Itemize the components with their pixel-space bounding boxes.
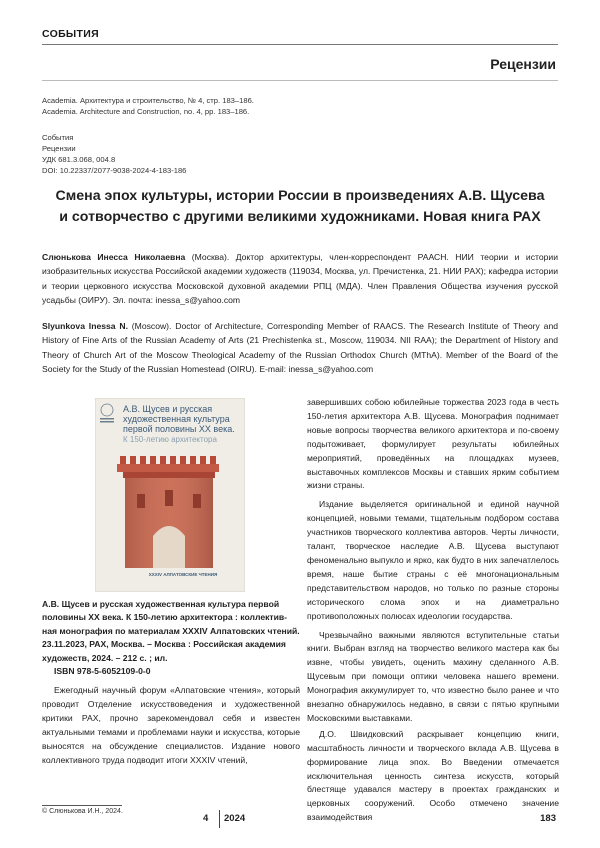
cover-title-line-2: художественная культура [123, 414, 230, 424]
footnote-rule [42, 805, 122, 806]
caption-line-4: 23.11.2023, РАХ, Москва. – Москва : Российская академия [42, 638, 294, 651]
meta-udc: УДК 681.3.068, 004.8 [42, 154, 542, 165]
meta-rubric: Рецензии [42, 143, 542, 154]
rubric-title: Рецензии [490, 56, 556, 72]
body-paragraph: завершивших собою юбилейные торжества 2023 года в честь 150-летия архитектора А.В. Щусева. Монография поднимает новые вопросы творчества великого архитектора и по-своему подытоживает, формулирует результаты юбилейных мероприятий, проведённых на площадках музеев, выставочных комплексов Москвы и ставших ярким событием жизни страны. [307, 396, 559, 493]
cover-title-line-3: первой половины XX века. [123, 424, 235, 434]
caption-line-3: ная монография по материалам XXXIV Алпатовских чтений. [42, 625, 294, 638]
body-left-column [42, 684, 300, 767]
caption-line-2: половины XX века. К 150-летию архитектора : коллектив- [42, 611, 294, 624]
cover-title-line-4: К 150-летию архитектора [123, 435, 217, 444]
cover-title-line-1: А.В. Щусев и русская [123, 404, 212, 414]
rubric-rule [42, 80, 558, 81]
article-title [40, 186, 560, 228]
header-rule [42, 44, 558, 45]
title-line-2: и сотворчество с другими великими художниками. Новая книга РАХ [40, 207, 560, 228]
author-name-en: Slyunkova Inessa N. [42, 321, 128, 331]
body-paragraph: Чрезвычайно важными являются вступительные статьи книги. Выбран взгляд на творчество великого мастера как бы извне, чтобы увидеть, оценить махину сделанного А.В. Щусевым при помощи оптики человека нашего времени. Монография аккумулирует то, что известно было ранее и что внезапно обнаружилось недавно, в связи с пятью крупными Московскими выставками. [307, 629, 559, 726]
body-paragraph: Издание выделяется оригинальной и единой научной концепцией, новыми темами, тщательным подбором состава участников творческого коллектива авторов. Черты личности, талант, творческое наследие А.В. Щусева выступают феноменально выпукло и ярко, как будто в них запечатлелось время, наше бытие страны с её многонациональным представительством народов, но только по разные стороны исторического слома эпох и на диаметрально противоположных полюсах идеологии государства. [307, 498, 559, 623]
footer-issue: 4 [203, 813, 208, 824]
footer-separator [219, 810, 220, 828]
body-right-column [307, 396, 559, 825]
cover-series: XXXIV АЛПАТОВСКИЕ ЧТЕНИЯ [149, 572, 218, 577]
caption-isbn: ISBN 978-5-6052109-0-0 [42, 665, 294, 678]
page-number: 183 [540, 813, 556, 824]
author-info-ru [42, 250, 558, 307]
body-paragraph: Д.О. Швидковский раскрывает концепцию книги, масштабность личности и творческого вклада А.В. Щусева в формирование лица эпох. Во Введении отмечается исключительная ценность синтеза искусств, который блестяще удавался мастеру в проектах гражданских и церковных сооружений. Особо отмечено значение взаимодействия [307, 728, 559, 825]
book-caption [42, 598, 294, 678]
book-cover-image [95, 398, 245, 592]
meta-doi: DOI: 10.22337/2077-9038-2024-4-183-186 [42, 165, 542, 176]
meta-section: События [42, 132, 542, 143]
citation-ru: Academia. Архитектура и строительство, № 4, стр. 183–186. [42, 95, 542, 106]
author-details-en: (Moscow). Doctor of Architecture, Corresponding Member of RAACS. The Research Institute of Theory and History of Fine Arts of the Russian Academy of Arts (21 Prechistenka st., Moscow, 119034. NII RAA); the Department of History and Theory of Church Art of the Moscow Theological Academy of the Russian Orthodox Church (MThA). Member of the Board of the Society for the Study of the Russian Homestead (OIRU). E-mail: inessa_s@yahoo.com [42, 321, 558, 374]
title-line-1: Смена эпох культуры, истории России в произведениях А.В. Щусева [40, 186, 560, 207]
author-info-en [42, 319, 558, 376]
caption-line-5: художеств, 2024. – 212 с. ; ил. [42, 652, 294, 665]
section-label: СОБЫТИЯ [42, 28, 99, 40]
author-details-ru: (Москва). Доктор архитектуры, член-корреспондент РААСН. НИИ теории и истории изобразительных искусства Российской академии художеств (119034, Москва, ул. Пречистенка, 21. НИИ РАХ); кафедра истории и теории церковного искусства Московской духовной академии РПЦ (МДА). Член Правления Общества изучения русской усадьбы (ОИРУ). Эл. почта: inessa_s@yahoo.com [42, 252, 558, 305]
meta-block [42, 132, 542, 176]
caption-line-1: А.В. Щусев и русская художественная культура первой [42, 598, 294, 611]
tower-illustration [117, 456, 219, 568]
copyright-footnote: © Слюнькова И.Н., 2024. [42, 808, 123, 815]
body-paragraph: Ежегодный научный форум «Алпатовские чтения», который проводит Отделение искусствоведения и художественной критики РАХ, прочно зарекомендовал себя и известен актуальными темами и проблемами науки и искусства, которые выносятся на обсуждение специалистов. Издание нового коллективного труда подводит итоги XXXIV чтений, [42, 684, 300, 767]
citation-block [42, 95, 542, 117]
author-name-ru: Слюнькова Инесса Николаевна [42, 252, 185, 262]
footer-year: 2024 [224, 813, 245, 824]
citation-en: Academia. Architecture and Construction, no. 4, pp. 183–186. [42, 106, 542, 117]
